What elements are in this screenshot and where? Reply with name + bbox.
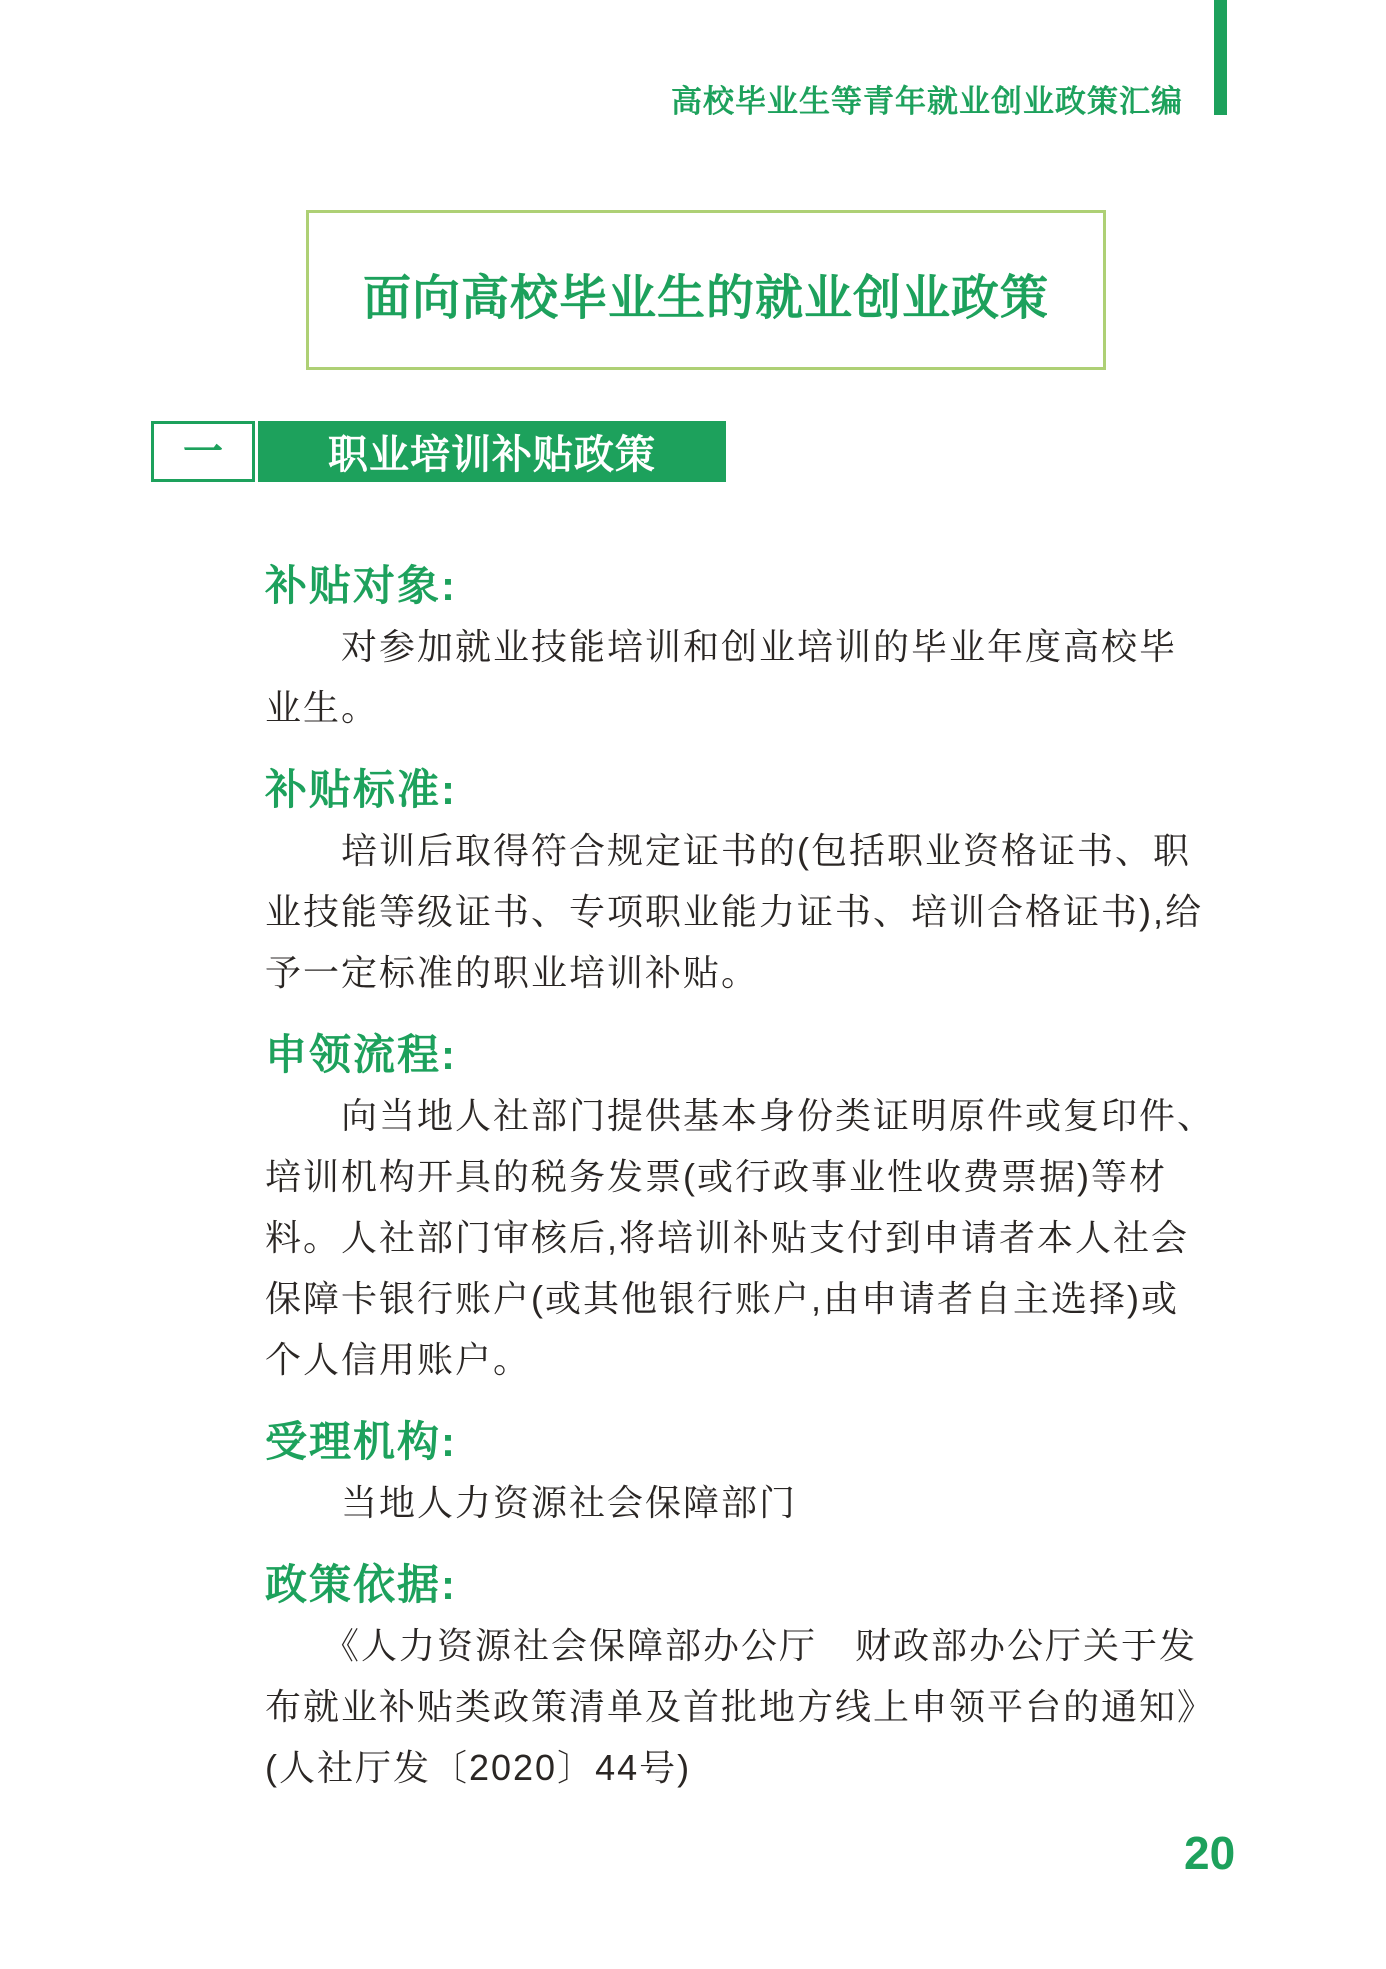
- text-line: 培训后取得符合规定证书的(包括职业资格证书、职: [265, 830, 1191, 871]
- text-line: 业生。: [265, 687, 380, 728]
- section-heading: 受理机构:: [265, 1418, 457, 1465]
- section-heading: 申领流程:: [265, 1031, 457, 1078]
- section-accepting-agency: [265, 1412, 1218, 1533]
- chapter-title-box: [306, 210, 1106, 370]
- text-line: 向当地人社部门提供基本身份类证明原件或复印件、: [265, 1095, 1216, 1136]
- text-line: 当地人力资源社会保障部门: [265, 1482, 798, 1523]
- section-body: [265, 616, 1218, 738]
- section-application-process: [265, 1025, 1218, 1390]
- section-heading: 补贴对象:: [265, 562, 457, 609]
- section-body: [265, 1472, 1218, 1533]
- text-line: 培训机构开具的税务发票(或行政事业性收费票据)等材: [265, 1156, 1167, 1197]
- section-heading: 补贴标准:: [265, 766, 457, 813]
- page-number: 20: [1184, 1827, 1236, 1879]
- section-band-title: 职业培训补贴政策: [328, 433, 656, 477]
- policy-content: [265, 556, 1218, 1820]
- text-line: 予一定标准的职业培训补贴。: [265, 952, 760, 993]
- corner-accent-bar: [1214, 0, 1227, 115]
- text-line: 保障卡银行账户(或其他银行账户,由申请者自主选择)或: [265, 1278, 1179, 1319]
- chapter-title: 面向高校毕业生的就业创业政策: [362, 271, 1049, 325]
- section-policy-basis: [265, 1555, 1218, 1798]
- section-band-strip: [258, 421, 726, 482]
- section-body: [265, 820, 1218, 1003]
- section-body: [265, 1085, 1218, 1390]
- section-number: 一: [183, 429, 223, 474]
- text-line: 个人信用账户。: [265, 1339, 532, 1380]
- text-line: 《人力资源社会保障部办公厅 财政部办公厅关于发: [265, 1625, 1198, 1666]
- text-line: 布就业补贴类政策清单及首批地方线上申领平台的通知》: [265, 1686, 1216, 1727]
- text-line: 料。人社部门审核后,将培训补贴支付到申请者本人社会: [265, 1217, 1190, 1258]
- text-line: (人社厅发〔2020〕44号): [265, 1747, 692, 1788]
- section-number-box: [151, 421, 255, 482]
- section-band: [151, 421, 726, 482]
- running-head: 高校毕业生等青年就业创业政策汇编: [671, 84, 1183, 119]
- text-line: 业技能等级证书、专项职业能力证书、培训合格证书),给: [265, 891, 1203, 932]
- section-heading: 政策依据:: [265, 1561, 457, 1608]
- text-line: 对参加就业技能培训和创业培训的毕业年度高校毕: [265, 626, 1178, 667]
- section-body: [265, 1615, 1218, 1798]
- section-subsidy-standard: [265, 760, 1218, 1003]
- section-subsidy-target: [265, 556, 1218, 738]
